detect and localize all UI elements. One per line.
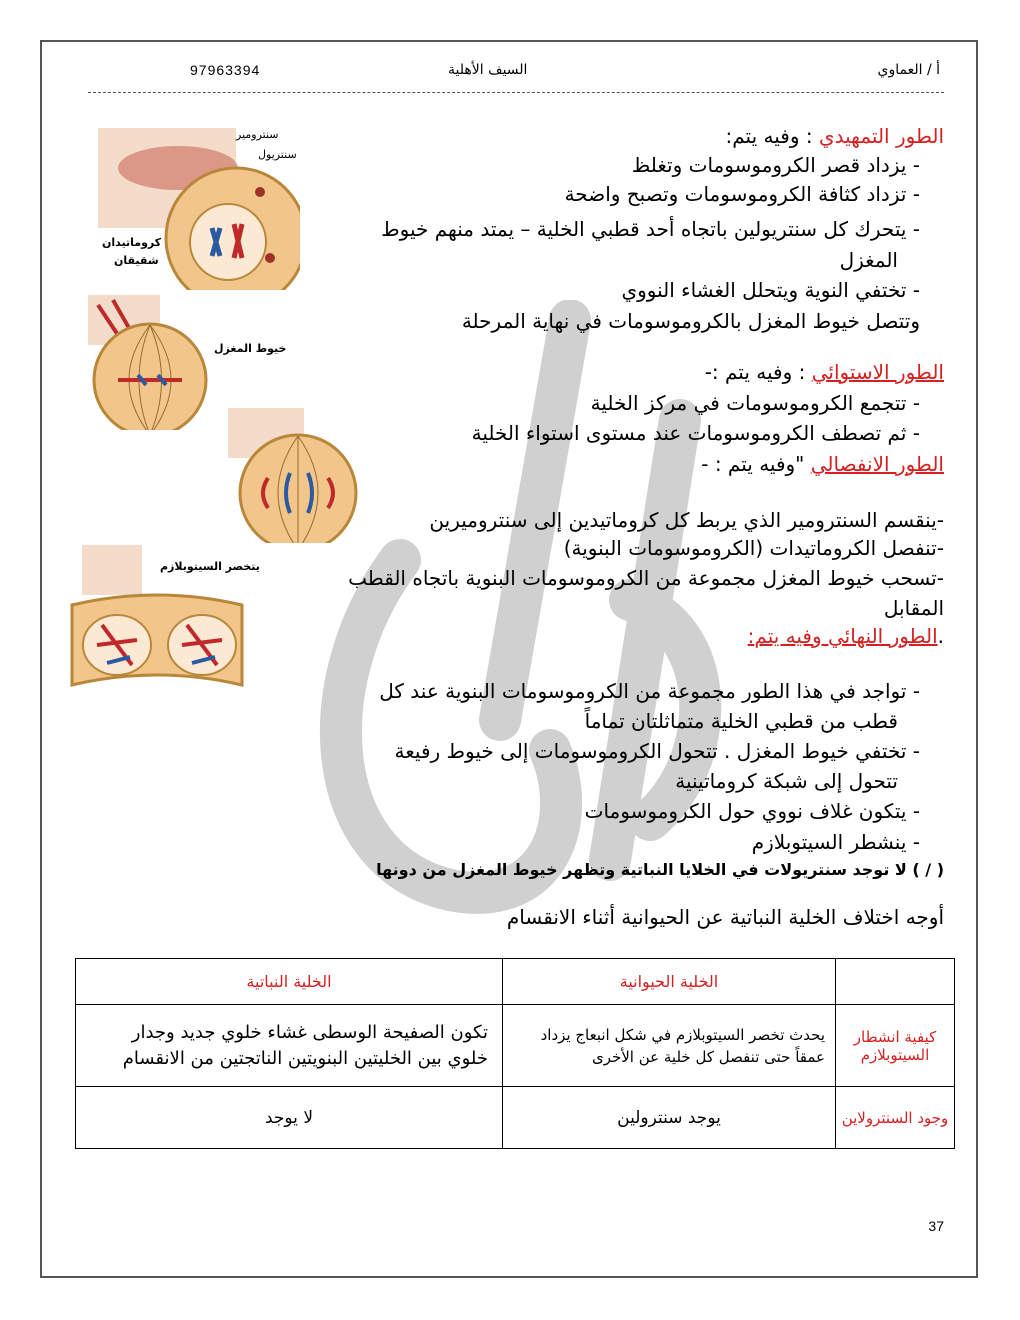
telophase-lead: . [937, 624, 944, 648]
header-teacher: أ / العماوي [877, 62, 940, 78]
table-header-animal: الخلية الحيوانية [503, 959, 836, 1005]
prophase-bullet-3-cont: المغزل [839, 248, 898, 272]
comparison-question: أوجه اختلاف الخلية النباتية عن الحيوانية أثناء الانقسام [506, 905, 944, 929]
page-number: 37 [928, 1218, 944, 1234]
anaphase-bullet-1: -ينقسم السنترومير الذي يربط كل كروماتيدين إلى سنتروميرين [429, 508, 944, 532]
table-header-plant: الخلية النباتية [76, 959, 503, 1005]
prophase-cell [150, 160, 300, 290]
prophase-title: الطور التمهيدي [818, 124, 944, 148]
label-sisters: شقيقان [114, 254, 159, 267]
metaphase-figure [88, 295, 208, 430]
prophase-heading [726, 122, 945, 150]
anaphase-intro: "وفيه يتم : - [701, 452, 811, 476]
prophase-bullet-4: - تختفي النوية ويتحلل الغشاء النووي [621, 278, 920, 302]
metaphase-intro: : وفيه يتم :- [704, 360, 812, 384]
prophase-intro: : وفيه يتم: [725, 124, 819, 148]
metaphase-bullet-1: - تتجمع الكروموسومات في مركز الخلية [590, 391, 920, 415]
cell-plant-cytokinesis: تكون الصفيحة الوسطى غشاء خلوي جديد وجدار خلوي بين الخليتين البنويتين الناتجتين من الانقسام [76, 1005, 503, 1087]
label-centromere: سنترومير [236, 128, 279, 141]
prophase-bullet-3: - يتحرك كل سنتريولين باتجاه أحد قطبي الخلية – يمتد منهم خيوط [381, 217, 920, 241]
row-label-cytokinesis: كيفية انشطار السيتوبلازم [836, 1005, 955, 1087]
telophase-bullet-1-cont: قطب من قطبي الخلية متماثلتان تماماً [584, 709, 898, 733]
telophase-bullet-1: - تواجد في هذا الطور مجموعة من الكروموسومات البنوية عند كل [379, 679, 920, 703]
prophase-bullet-2: - تزداد كثافة الكروموسومات وتصبح واضحة [564, 182, 920, 206]
telophase-suffix: : [747, 624, 755, 648]
label-spindle: خيوط المغزل [214, 342, 287, 355]
table-header-row [76, 959, 955, 1005]
label-cytoplasm-pinch: يتخصر السيتوبلازم [160, 560, 260, 573]
cell-plant-centrioles: لا يوجد [76, 1087, 503, 1149]
telophase-heading [748, 622, 944, 650]
cell-animal-cytokinesis: يحدث تخصر السيتوبلازم في شكل انبعاج يزداد عمقاً حتى تنفصل كل خلية عن الأخرى [503, 1005, 836, 1087]
comparison-table [75, 958, 955, 1149]
anaphase-bullet-3-cont: المقابل [883, 596, 944, 620]
metaphase-bullet-2: - ثم تصطف الكروموسومات عند مستوى استواء الخلية [471, 421, 920, 445]
anaphase-heading [701, 450, 944, 478]
metaphase-heading [705, 358, 944, 386]
telophase-bullet-3: - يتكون غلاف نووي حول الكروموسومات [584, 799, 920, 823]
table-header-empty [836, 959, 955, 1005]
prophase-bullet-1: - يزداد قصر الكروموسومات وتغلظ [631, 153, 920, 177]
anaphase-figure [228, 408, 378, 543]
telophase-title: الطور النهائي وفيه يتم [754, 624, 938, 648]
anaphase-bullet-2: -تنفصل الكروماتيدات (الكروموسومات البنوية) [563, 536, 944, 560]
table-row [76, 1005, 955, 1087]
anaphase-bullet-3: -تسحب خيوط المغزل مجموعة من الكروموسومات البنوية باتجاه القطب [348, 566, 944, 590]
label-chromatids: كروماتيدان [102, 236, 162, 249]
metaphase-title: الطور الاستوائي [811, 360, 944, 384]
telophase-bullet-2: - تختفي خيوط المغزل . تتحول الكروموسومات إلى خيوط رفيعة [394, 739, 920, 763]
cell-animal-centrioles: يوجد سنترولين [503, 1087, 836, 1149]
telophase-bullet-2-cont: تتحول إلى شبكة كروماتينية [675, 769, 898, 793]
label-centriole: سنتريول [258, 148, 297, 161]
row-label-centrioles: وجود السنترولاين [836, 1087, 955, 1149]
telophase-bullet-4: - ينشطر السيتوبلازم [751, 830, 920, 854]
anaphase-title: الطور الانفصالي [810, 452, 944, 476]
note-centrioles: ( / ) لا توجد سنتريولات في الخلايا النباتية وتظهر خيوط المغزل من دونها [376, 860, 944, 879]
header-school: السيف الأهلية [448, 62, 528, 78]
header-phone: 97963394 [190, 62, 261, 78]
prophase-bullet-5: وتتصل خيوط المغزل بالكروموسومات في نهاية المرحلة [461, 309, 920, 333]
table-row [76, 1087, 955, 1149]
header-divider [88, 92, 944, 93]
